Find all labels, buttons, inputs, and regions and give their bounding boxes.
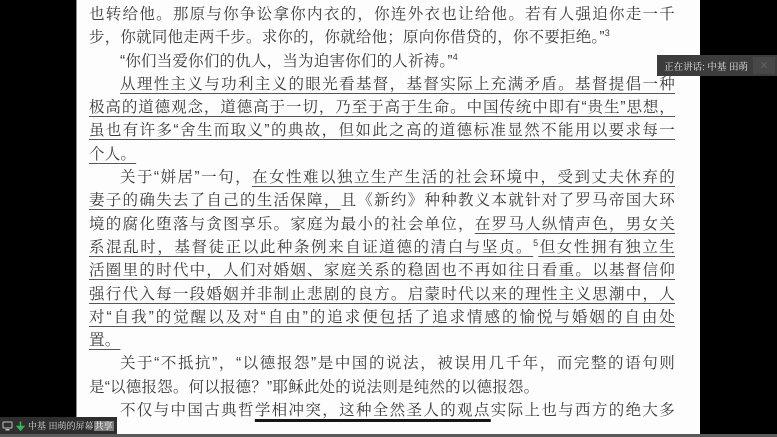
document-line xyxy=(89,399,675,422)
document-line xyxy=(89,236,675,259)
screen-share-label-tail: 共享 xyxy=(94,421,113,431)
document-text-segment: 但女性拥有独立生 xyxy=(538,238,675,256)
document-line xyxy=(89,352,675,375)
document-text-segment: 从理性主义与功利主义的眼光看基督，基督实际上充满矛盾。基督提倡一种 xyxy=(120,75,675,93)
screen-share-label xyxy=(28,419,114,432)
document-line xyxy=(89,283,675,306)
document-line xyxy=(89,73,675,96)
document-text-segment: 步，你就同他走两千步。求你的，你就给他；原向你借贷的，你不要拒绝。” xyxy=(89,29,605,47)
document-text-segment: 妻子的确失去了自己的生活保障， xyxy=(89,192,341,210)
speaking-indicator-label: 正在讲话: 中基 田萌 xyxy=(664,61,748,73)
document-text-segment: 强行代入每一段婚姻并非制止悲剧的良方。启蒙时代以来的理性主义思潮中，人 xyxy=(89,285,675,303)
document-line xyxy=(89,119,675,142)
shared-document-page xyxy=(76,0,700,437)
document-line xyxy=(89,3,675,26)
speaker-thumbnail-icon[interactable]: ✕ xyxy=(753,57,775,74)
document-text-segment: 系混乱时，基督徒正以此种条例来自证道德的清白与坚贞。 xyxy=(89,238,534,256)
document-text-segment: 境的腐化堕落与贪图享乐。家庭为最小的社会单位， xyxy=(89,215,475,233)
audio-status-icon xyxy=(16,421,25,431)
document-line xyxy=(89,50,675,73)
document-line xyxy=(89,213,675,236)
document-text xyxy=(89,3,675,422)
document-line xyxy=(89,376,675,399)
document-text-segment: 对“自我”的觉醒以及对“自由”的追求便包括了追求情感的愉悦与婚姻的自由处 xyxy=(89,308,675,326)
document-text-segment: 置。 xyxy=(89,332,121,350)
document-text-segment: 个人。 xyxy=(89,145,137,163)
document-text-segment: 极高的道德观念，道德高于一切，乃至于高于生命。中国传统中即有“贵生”思想， xyxy=(89,99,675,117)
document-line xyxy=(89,26,675,49)
document-text-segment: 实际上也与西方的绝大多 xyxy=(490,402,675,420)
speaking-indicator xyxy=(657,55,777,76)
document-text-segment: 在女性难以独立生产生活的社会环境中，受到丈夫休弃的 xyxy=(252,169,675,187)
document-line xyxy=(89,96,675,119)
document-line xyxy=(89,143,675,166)
screen-share-label-main: 中基 田萌的屏幕 xyxy=(28,421,94,431)
document-line xyxy=(89,306,675,329)
document-text-segment: 学相冲突，这种全然圣人的观点 xyxy=(254,402,491,420)
footnote-marker: 3 xyxy=(604,28,610,39)
document-text-segment: 也转给他。那原与你争讼拿你内衣的，你连外衣也让给他。若有人强迫你走一千 xyxy=(89,6,675,23)
document-line xyxy=(89,329,675,352)
document-text-segment: 不仅与中国古典哲 xyxy=(120,402,255,420)
document-text-segment: 在罗马人纵情声色，男女关 xyxy=(474,215,676,233)
footnote-marker: 4 xyxy=(452,51,458,62)
document-text-segment: 活圈里的时代中，人们对婚姻、家庭关系的稳固也不再如往日看重。以基督信仰 xyxy=(89,262,675,280)
document-text-segment: 关于“不抵抗”，“以德报怨”是中国的说法，被误用几千年，而完整的语句则 xyxy=(120,355,675,373)
document-text-segment: 关于“姘居”一句， xyxy=(120,169,253,187)
document-text-segment: 且《新约》种种教义本就针对了罗马帝国大环 xyxy=(340,192,675,210)
document-text-segment: “你们当爱你们的仇人，当为迫害你们的人祈祷。” xyxy=(120,52,453,70)
monitor-icon xyxy=(2,421,13,431)
footnote-marker: 5 xyxy=(533,237,539,248)
screen-share-banner xyxy=(0,417,117,434)
document-text-segment: 是“以德报怨。何以报德？”耶稣此处的说法则是纯然的以德报怨。 xyxy=(89,378,540,396)
document-line xyxy=(89,189,675,212)
document-line xyxy=(89,259,675,282)
document-text-segment: 虽也有许多“舍生而取义”的典故，但如此之高的道德标准显然不能用以要求每一 xyxy=(89,122,675,140)
document-line xyxy=(89,166,675,189)
